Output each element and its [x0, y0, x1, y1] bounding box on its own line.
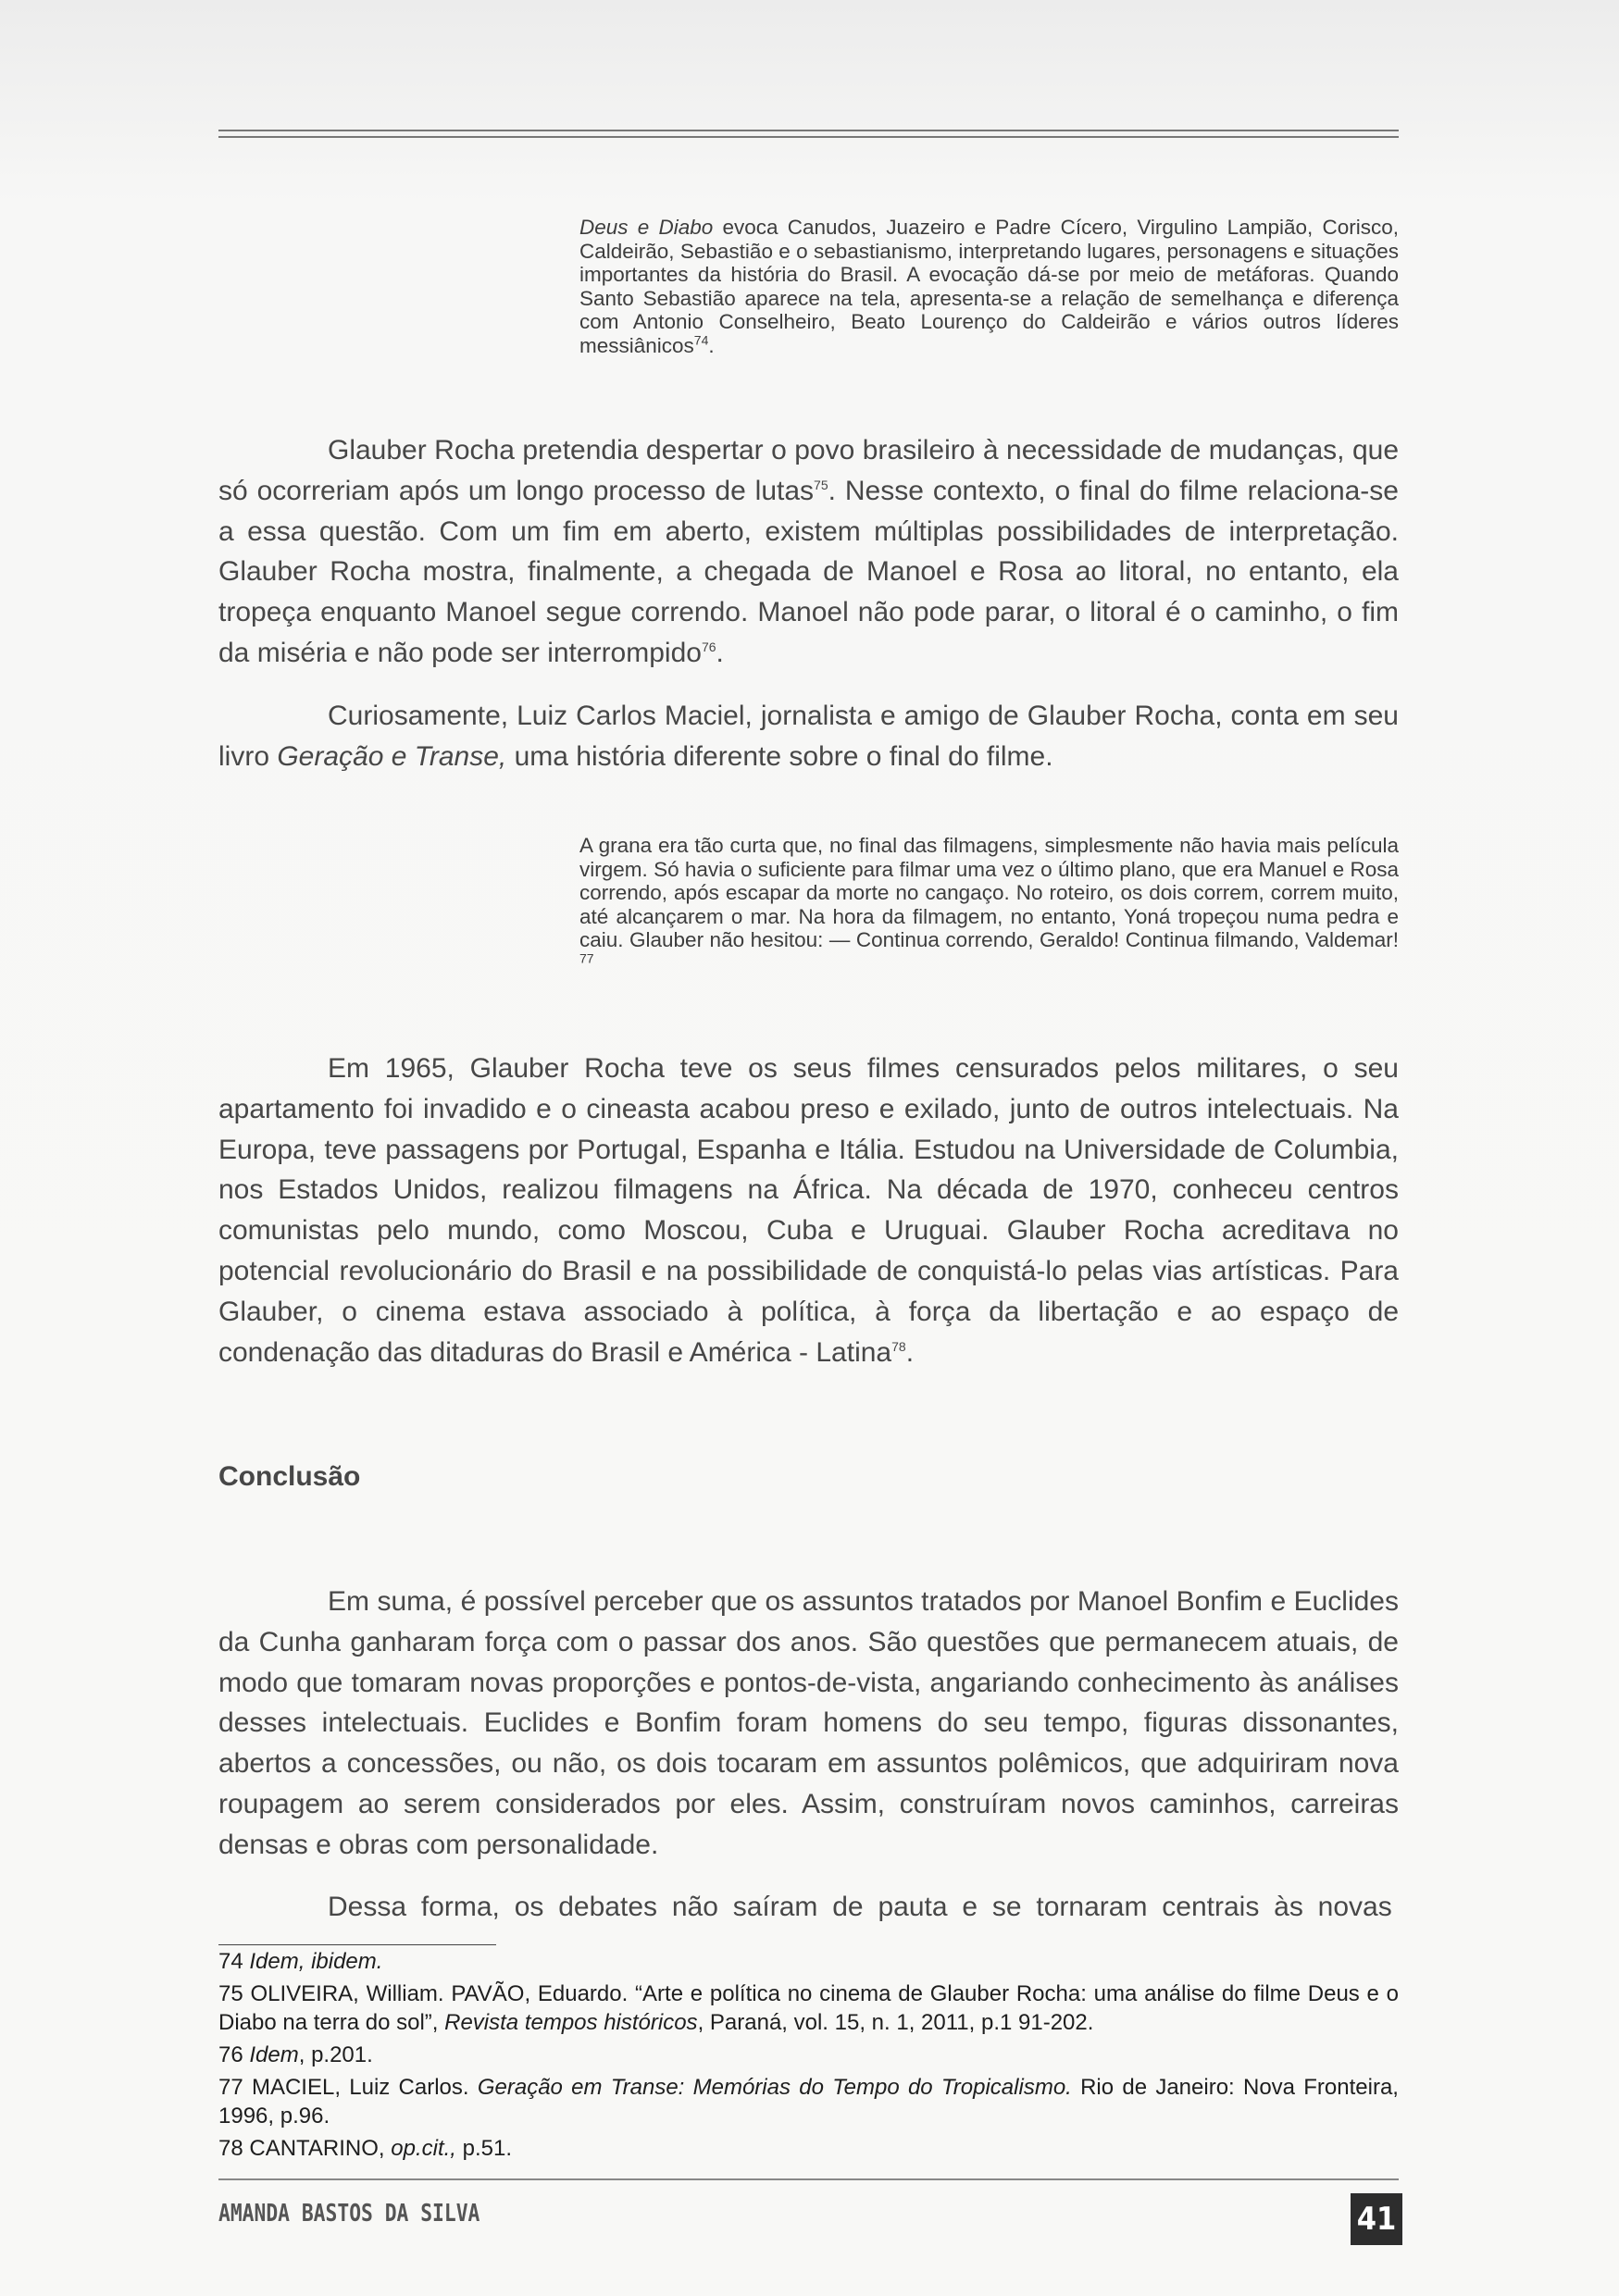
- footnote-77: [218, 2073, 1399, 2130]
- header-double-rule: [218, 130, 1399, 138]
- quote-text: A grana era tão curta que, no final das filmagens, simplesmente não havia mais película virgem. Só havia o suficiente para filmar uma vez o último plano, que era Manuel e Rosa correndo, após escapar da morte no cangaço. No roteiro, os dois correm, correm muito, até alcançarem o mar. Na hora da filmagem, no entanto, Yoná tropeçou numa pedra e caiu. Glauber não hesitou: — Continua correndo, Geraldo! Continua filmando, Valdemar!: [579, 834, 1399, 951]
- footnote-italic: op.cit.,: [391, 2136, 456, 2161]
- block-quote: [579, 834, 1399, 975]
- footnote-76: [218, 2041, 1399, 2069]
- footnote-text: MACIEL, Luiz Carlos.: [243, 2075, 478, 2100]
- page-number: 41: [1351, 2193, 1402, 2245]
- epigraph-block: [579, 216, 1399, 357]
- paragraph3-text: Em 1965, Glauber Rocha teve os seus filmes censurados pelos militares, o seu apartamento foi invadido e o cineasta acabou preso e exilado, junto de outros intelectuais. Na Europa, teve passagens por Portugal, Espanha e Itália. Estudou na Universidade de Columbia, nos Estados Unidos, realizou filmagens na África. Na década de 1970, conheceu centros comunistas pelo mundo, como Moscou, Cuba e Uruguai. Glauber Rocha acreditava no potencial revolucionário do Brasil e na possibilidade de conquistá-lo pelas vias artísticas. Para Glauber, o cinema estava associado à política, à força da libertação e ao espaço de condenação das ditaduras do Brasil e América - Latina: [218, 1053, 1399, 1368]
- footnote-italic: Revista tempos históricos: [444, 2010, 698, 2035]
- footer-rule: [218, 2178, 1399, 2180]
- footnote-78: [218, 2134, 1399, 2163]
- paragraph1-end: .: [716, 637, 724, 668]
- footnote-italic: Idem, ibidem.: [249, 1949, 383, 1974]
- footnote-74: [218, 1947, 1399, 1976]
- footnote-75: [218, 1980, 1399, 2037]
- section-heading: Conclusão: [218, 1461, 361, 1492]
- footnote-text: , p.201.: [298, 2042, 373, 2067]
- footnote-text: OLIVEIRA, William. PAVÃO, Eduardo. “Arte e política no cinema de Glauber Rocha: uma análise do filme Deus e o Diabo na terra do sol”,: [218, 1981, 1399, 2035]
- paragraph1-text-b: . Nesse contexto, o final do filme relaciona-se a essa questão. Com um fim em aberto, existem múltiplas possibilidades de interpretação. Glauber Rocha mostra, finalmente, a chegada de Manoel e Rosa ao litoral, no entanto, ela tropeça enquanto Manoel segue correndo. Manoel não pode parar, o litoral é o caminho, o fim da miséria e não pode ser interrompido: [218, 475, 1399, 668]
- footnote-text: p.51.: [455, 2136, 513, 2161]
- footnote-ref-75[interactable]: 75: [814, 477, 828, 492]
- footnote-number: 78: [218, 2136, 243, 2161]
- footnote-italic: Idem: [249, 2042, 299, 2067]
- footnote-ref-78[interactable]: 78: [891, 1338, 906, 1354]
- body-paragraph-1: [218, 430, 1399, 674]
- footnote-text: Rio de Janeiro: Nova Fronteira, 1996, p.96.: [218, 2075, 1399, 2128]
- footnote-ref-74[interactable]: 74: [693, 332, 709, 347]
- body-paragraph-5: Dessa forma, os debates não saíram de pauta e se tornaram centrais às novas: [328, 1892, 1392, 1922]
- paragraph3-end: .: [905, 1336, 915, 1368]
- footnote-text: CANTARINO,: [243, 2136, 392, 2161]
- footnote-text: , Paraná, vol. 15, n. 1, 2011, p.1 91-202.: [697, 2010, 1094, 2035]
- footer-author: AMANDA BASTOS DA SILVA: [218, 2200, 480, 2228]
- body-paragraph-4: Em suma, é possível perceber que os assuntos tratados por Manoel Bonfim e Euclides da Cunha ganharam força com o passar dos anos. São questões que permanecem atuais, de modo que tomaram novas proporções e pontos-de-vista, angariando conhecimento às análises desses intelectuais. Euclides e Bonfim foram homens do seu tempo, figuras dissonantes, abertos a concessões, ou não, os dois tocaram em assuntos polêmicos, que adquiriram nova roupagem ao serem considerados por eles. Assim, construíram novos caminhos, carreiras densas e obras com personalidade.: [218, 1586, 1399, 1860]
- paragraph2-text-b: uma história diferente sobre o final do filme.: [506, 740, 1053, 772]
- paragraph2-text-a: Curiosamente, Luiz Carlos Maciel, jornalista e amigo de Glauber Rocha, conta em seu livro: [218, 701, 1399, 772]
- footnote-number: 77: [218, 2075, 243, 2100]
- footnote-ref-76[interactable]: 76: [701, 639, 716, 654]
- footnote-number: 74: [218, 1949, 243, 1974]
- footnote-number: 76: [218, 2042, 243, 2067]
- body-paragraph-2: [218, 696, 1399, 777]
- epigraph-text: evoca Canudos, Juazeiro e Padre Cícero, Virgulino Lampião, Corisco, Caldeirão, Sebastião e o sebastianismo, interpretando lugares, personagens e situações importantes da história do Brasil. A evocação dá-se por meio de metáforas. Quando Santo Sebastião aparece na tela, apresenta-se a relação de semelhança e diferença com Antonio Conselheiro, Beato Lourenço do Caldeirão e vários outros líderes messiânicos: [579, 216, 1399, 357]
- book-title: Geração e Transe,: [277, 740, 507, 772]
- footnote-number: 75: [218, 1981, 243, 2006]
- epigraph-end: .: [708, 333, 715, 357]
- footnotes: [218, 1947, 1399, 2166]
- paragraph1-text-a: Glauber Rocha pretendia despertar o povo brasileiro à necessidade de mudanças, que só ocorreriam após um longo processo de lutas: [218, 435, 1399, 506]
- footnote-ref-77[interactable]: 77: [579, 950, 594, 965]
- footnote-separator: [218, 1944, 496, 1945]
- epigraph-title: Deus e Diabo: [579, 216, 714, 239]
- footnote-italic: Geração em Transe: Memórias do Tempo do Tropicalismo.: [477, 2075, 1072, 2100]
- body-paragraph-3: [218, 1049, 1399, 1372]
